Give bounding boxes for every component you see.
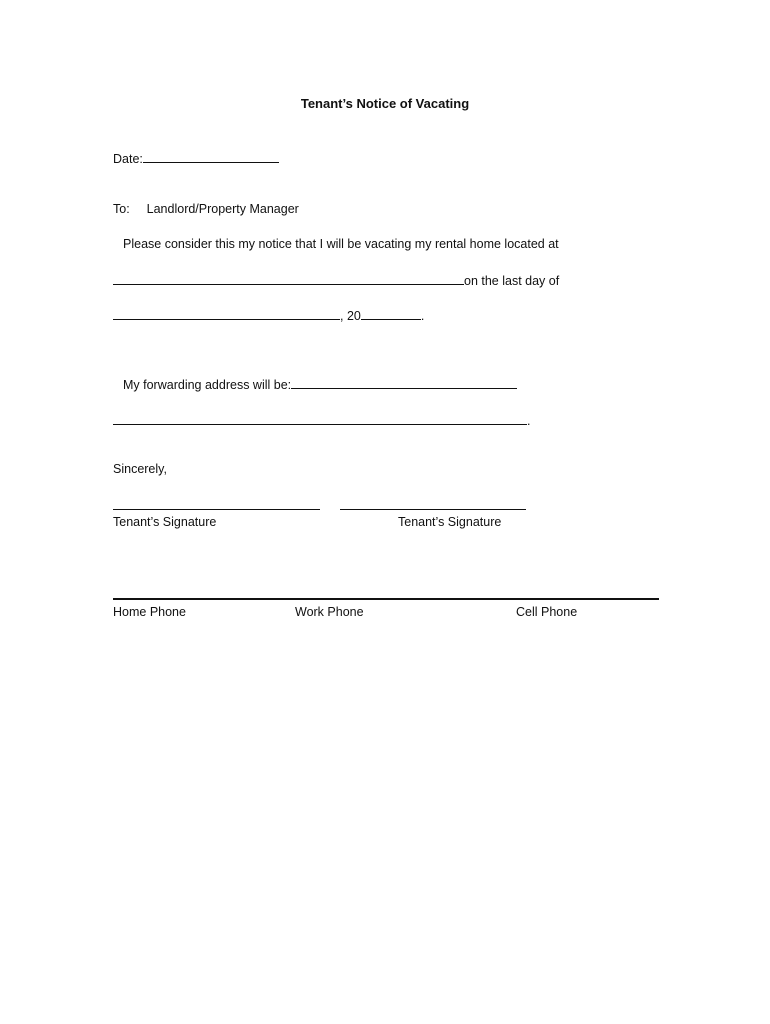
signature-line-right[interactable] — [340, 509, 526, 510]
date-label: Date: — [113, 152, 143, 166]
forwarding-address-field-1[interactable] — [291, 375, 517, 389]
signature-left-label: Tenant’s Signature — [113, 515, 217, 529]
forwarding-period: . — [527, 414, 531, 428]
home-phone-label: Home Phone — [113, 605, 186, 619]
forwarding-row-2 — [113, 411, 530, 429]
signature-right-label: Tenant’s Signature — [398, 515, 502, 529]
address-row — [113, 271, 559, 289]
notice-text: Please consider this my notice that I will be vacating my rental home located at — [123, 237, 559, 251]
signature-line-left[interactable] — [113, 509, 320, 510]
forwarding-row — [123, 375, 517, 393]
to-recipient: Landlord/Property Manager — [146, 202, 299, 216]
vacating-month-day-field[interactable] — [113, 306, 340, 320]
page-title: Tenant’s Notice of Vacating — [300, 96, 470, 111]
work-phone-label: Work Phone — [295, 605, 364, 619]
date-vacating-row — [113, 306, 424, 324]
year-separator: , 20 — [340, 309, 361, 323]
closing-text: Sincerely, — [113, 462, 167, 476]
date-row — [113, 149, 279, 167]
cell-phone-label: Cell Phone — [516, 605, 578, 619]
to-prefix: To: — [113, 202, 130, 216]
phone-divider-rule — [113, 598, 659, 600]
date-field[interactable] — [143, 149, 279, 163]
forwarding-address-field-2[interactable] — [113, 411, 527, 425]
rental-address-field[interactable] — [113, 271, 464, 285]
to-row — [113, 201, 299, 217]
year-period: . — [420, 309, 425, 323]
vacating-year-field[interactable] — [361, 306, 421, 320]
last-day-text: on the last day of — [464, 274, 560, 288]
forwarding-label: My forwarding address will be: — [123, 378, 292, 392]
